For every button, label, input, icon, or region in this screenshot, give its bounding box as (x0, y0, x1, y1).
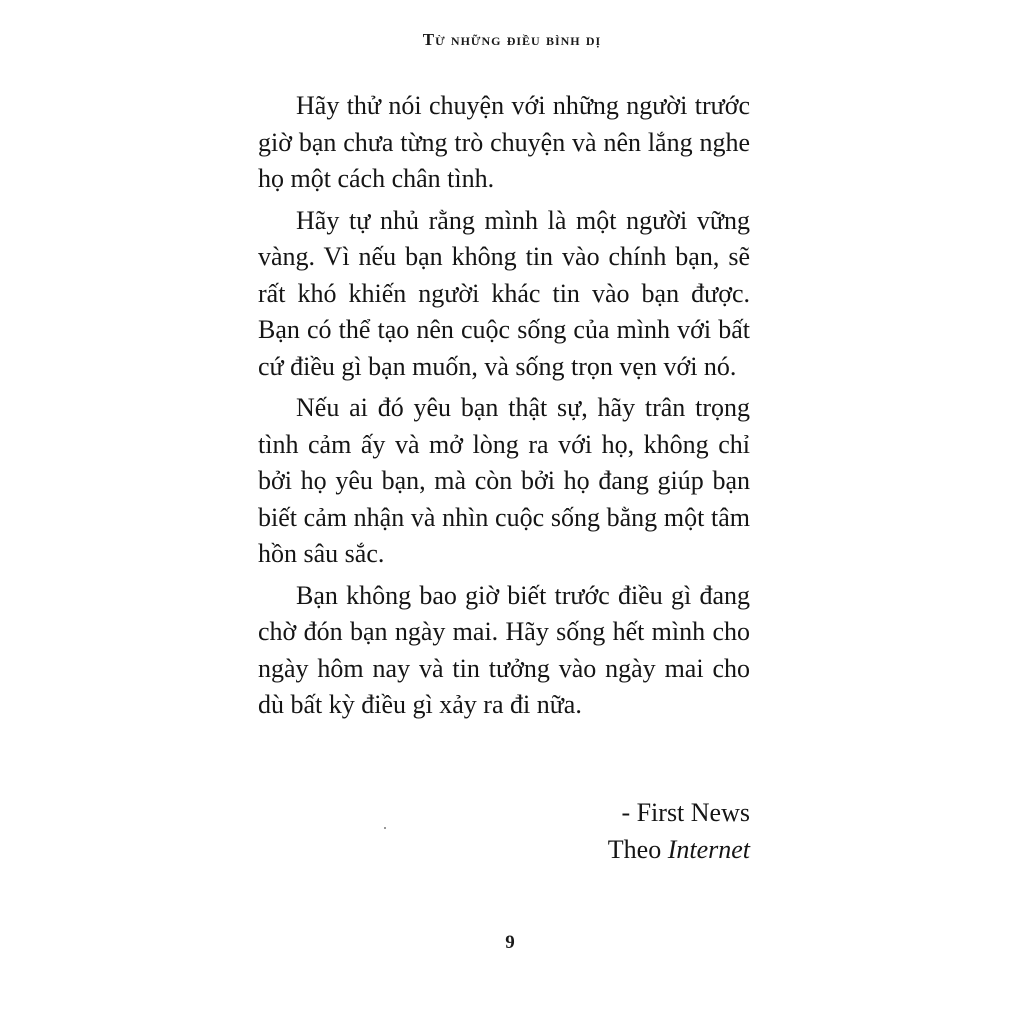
signature-block (608, 795, 750, 868)
paragraph-2: Hãy tự nhủ rằng mình là một người vững vàng. Vì nếu bạn không tin vào chính bạn, sẽ rất khó khiến người khác tin vào bạn được. Bạn có thể tạo nên cuộc sống của mình với bất cứ điều gì bạn muốn, và sống trọn vẹn với nó. (258, 205, 750, 381)
paragraph-1: Hãy thử nói chuyện với những người trước giờ bạn chưa từng trò chuyện và nên lắng nghe họ một cách chân tình. (258, 91, 750, 193)
scan-speck (384, 827, 386, 829)
paragraph-3: Nếu ai đó yêu bạn thật sự, hãy trân trọng tình cảm ấy và mở lòng ra với họ, không chỉ bởi họ yêu bạn, mà còn bởi họ đang giúp bạn biết cảm nhận và nhìn cuộc sống bằng một tâm hồn sâu sắc. (258, 393, 750, 568)
paragraph-4: Bạn không bao giờ biết trước điều gì đang chờ đón bạn ngày mai. Hãy sống hết mình cho ngày hôm nay và tin tưởng vào ngày mai cho dù bất kỳ điều gì xảy ra đi nữa. (258, 580, 750, 719)
signature-author: - First News (621, 798, 750, 827)
body-text (258, 88, 750, 729)
running-header-title: Từ những điều bình dị (422, 30, 602, 49)
page-number: 9 (505, 932, 515, 953)
signature-source-prefix: Theo (607, 834, 662, 864)
signature-source-name: Internet (667, 834, 750, 864)
signature-source (608, 832, 750, 869)
